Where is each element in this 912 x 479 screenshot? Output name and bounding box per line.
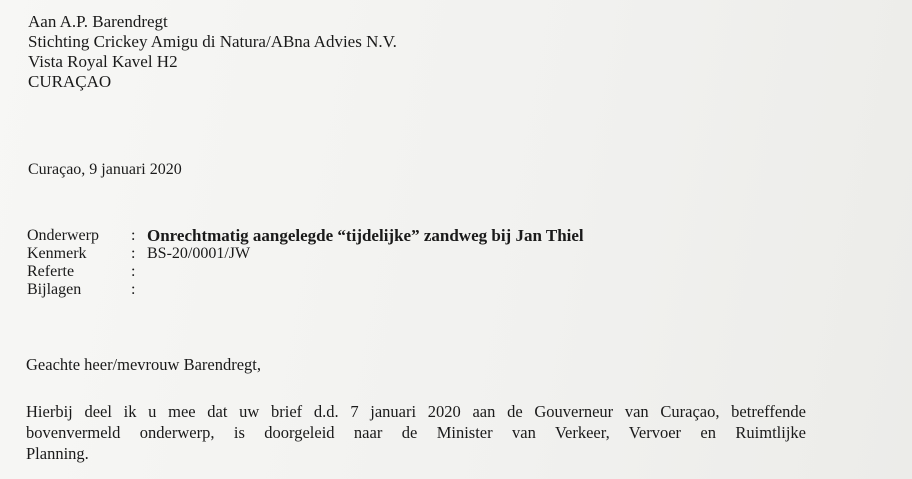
meta-row-reference-mark [27, 245, 584, 263]
body-line: bovenvermeld onderwerp, is doorgeleid naar de Minister van Verkeer, Vervoer en Ruimtlijke [26, 423, 806, 442]
meta-separator: : [131, 263, 136, 280]
meta-key-subject: Onderwerp [27, 227, 99, 244]
address-line-name: Aan A.P. Barendregt [28, 12, 168, 31]
meta-row-referral [27, 263, 584, 281]
address-line-street: Vista Royal Kavel H2 [28, 52, 178, 71]
meta-key-reference-mark: Kenmerk [27, 245, 87, 262]
meta-row-subject [27, 227, 584, 245]
meta-separator: : [131, 281, 136, 298]
meta-value-subject: Onrechtmatig aangelegde “tijdelijke” zandweg bij Jan Thiel [147, 226, 584, 245]
letter-metadata [27, 227, 584, 299]
meta-value-reference-mark: BS-20/0001/JW [147, 245, 251, 262]
letter-body [26, 401, 806, 464]
salutation: Geachte heer/mevrouw Barendregt, [26, 355, 262, 374]
meta-key-attachments: Bijlagen [27, 281, 82, 298]
recipient-address [28, 12, 397, 92]
address-line-country: CURAÇAO [28, 72, 112, 91]
body-line: Planning. [26, 444, 89, 463]
meta-separator: : [131, 245, 136, 262]
meta-separator: : [131, 227, 136, 244]
letter-date: Curaçao, 9 januari 2020 [28, 161, 182, 178]
body-line: Hierbij deel ik u mee dat uw brief d.d. 7 januari 2020 aan de Gouverneur van Curaçao, betreffende [26, 402, 806, 421]
meta-row-attachments [27, 281, 584, 299]
meta-key-referral: Referte [27, 263, 75, 280]
address-line-organization: Stichting Crickey Amigu di Natura/ABna Advies N.V. [28, 32, 397, 51]
